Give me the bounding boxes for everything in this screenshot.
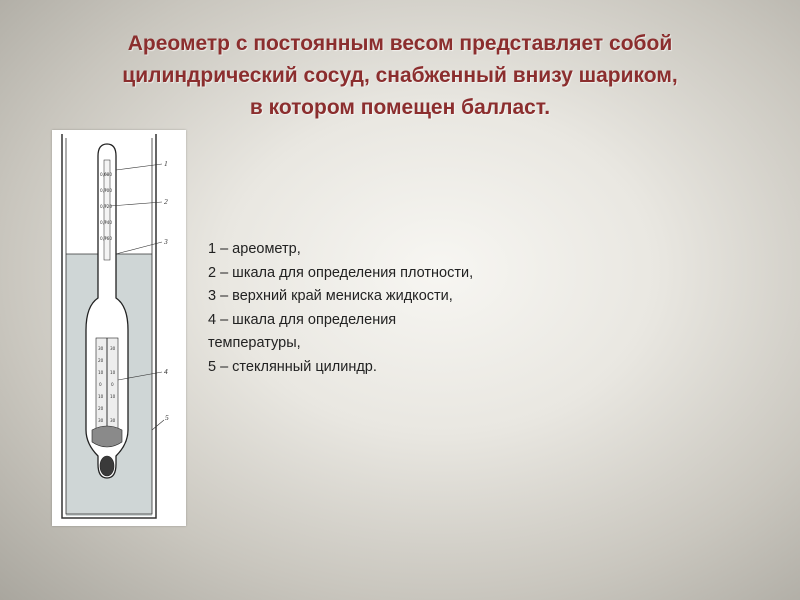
temp-label-3: 10 [98,370,104,375]
legend-item: 5 – стеклянный цилиндр. [208,358,377,375]
legend-item: 3 – верхний край мениска жидкости, [208,288,453,304]
callout-2: 2 [164,197,168,206]
callout-1: 1 [164,159,168,168]
density-label-3: 0,720 [100,204,112,209]
temp-label-right-7: 30 [110,418,116,423]
legend-item: температуры, [208,335,301,351]
density-label-1: 0,680 [100,172,112,177]
density-label-5: 0,760 [100,236,112,241]
density-label-2: 0,700 [100,188,112,193]
temp-label-right-5: 10 [110,394,116,399]
title-line-1: Ареометр с постоянным весом представляет собой [127,32,673,55]
legend-list [208,238,628,379]
legend-item: 4 – шкала для определения [208,311,397,328]
temp-label-4: 0 [99,382,102,387]
hydrometer [86,144,128,478]
callout-3: 3 [164,237,168,246]
legend-item: 2 – шкала для определения плотности, [208,264,474,281]
temp-label-right-4: 0 [111,382,114,387]
title-line-3: в котором помещен балласт. [249,96,551,119]
temp-label-right-3: 10 [110,370,116,375]
hydrometer-figure [52,130,186,526]
hydrometer-diagram [52,130,186,526]
callout-4: 4 [164,367,168,376]
legend-item: 1 – ареометр, [208,241,301,257]
callout-5: 5 [165,413,169,422]
temp-label-2: 20 [98,358,104,363]
density-label-4: 0,740 [100,220,112,225]
title-line-2: цилиндрический сосуд, снабженный внизу шариком, [122,64,678,87]
temp-label-7: 30 [98,418,104,423]
temp-label-6: 20 [98,406,104,411]
slide-title [30,28,770,124]
temp-label-1: 30 [98,346,104,351]
temp-label-5: 10 [98,394,104,399]
temp-label-right-1: 30 [110,346,116,351]
